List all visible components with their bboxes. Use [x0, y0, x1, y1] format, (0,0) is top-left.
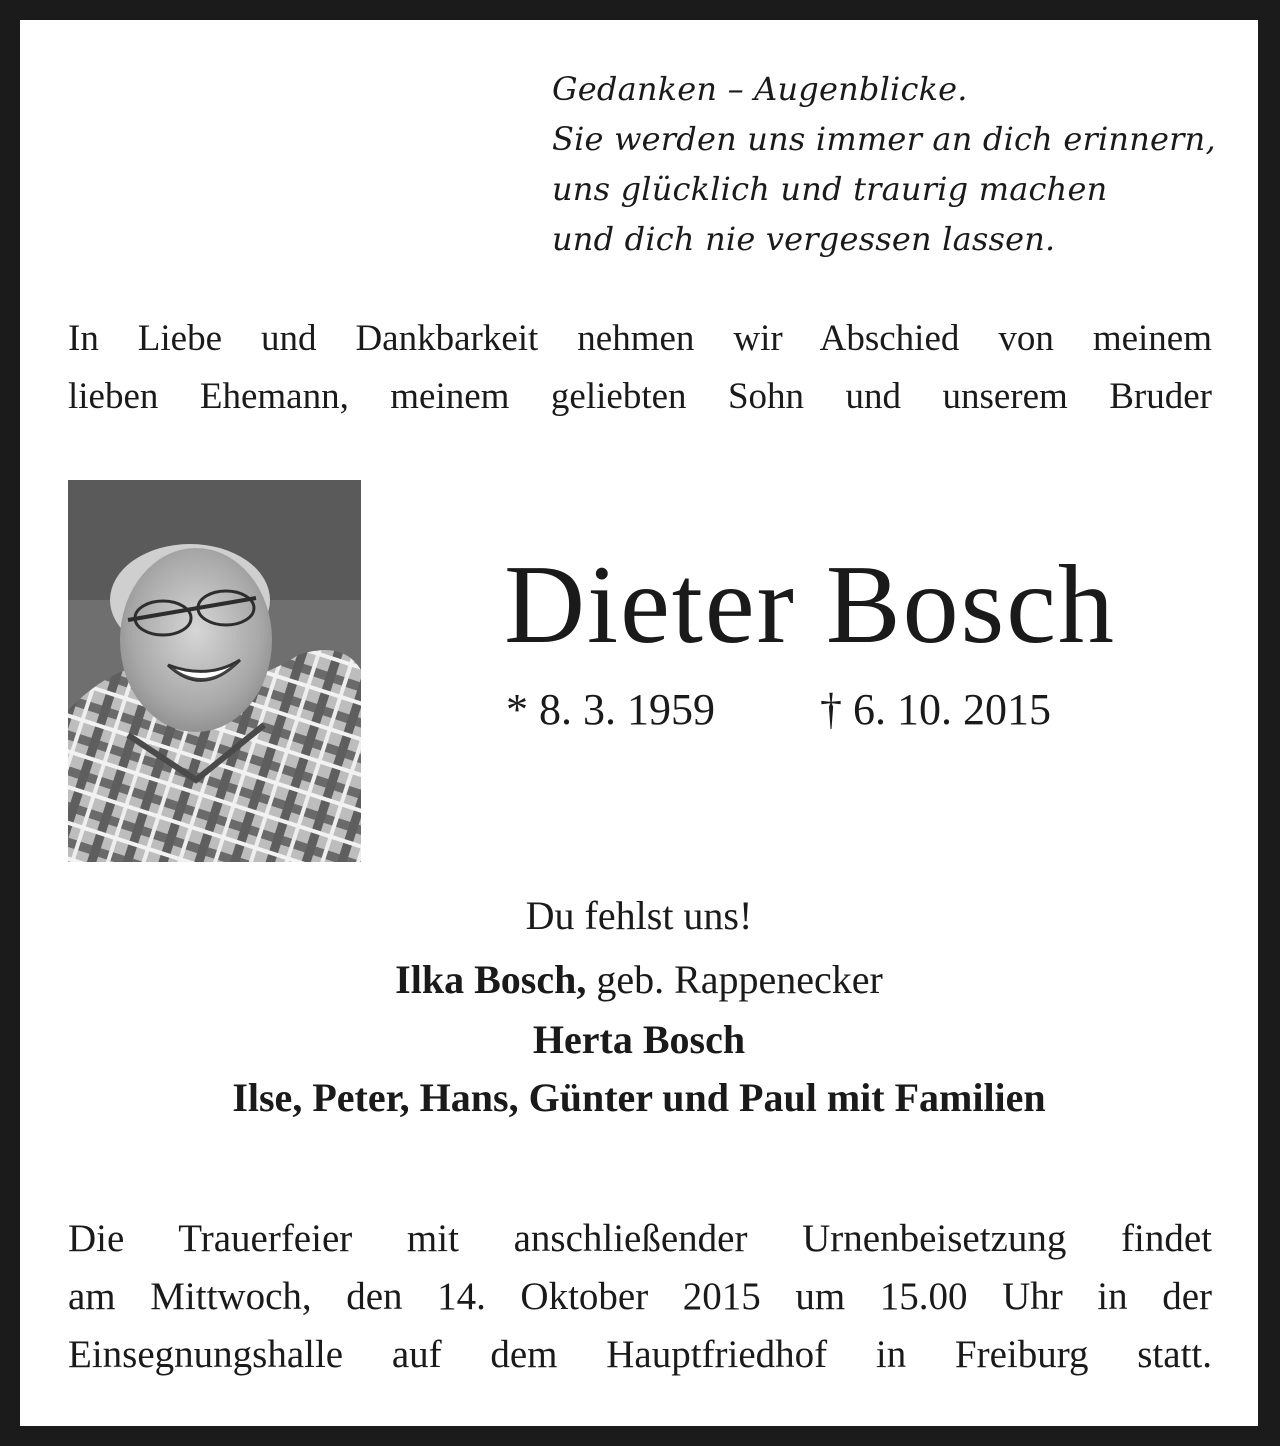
poem-line: und dich nie vergessen lassen. — [552, 220, 1056, 258]
mourner-wife-maiden-name: geb. Rappenecker — [586, 957, 883, 1002]
intro-line: In Liebe und Dankbarkeit nehmen wir Abschied von meinem — [68, 318, 1212, 359]
service-line: am Mittwoch, den 14. Oktober 2015 um 15.00 Uhr in der — [68, 1275, 1212, 1318]
obituary-notice — [20, 20, 1258, 1426]
poem-line: uns glücklich und traurig machen — [552, 170, 1108, 208]
service-line: Einsegnungshalle auf dem Hauptfriedhof in Freiburg statt. — [68, 1333, 1212, 1376]
deceased-name: Dieter Bosch — [504, 543, 1116, 667]
portrait-photo — [68, 480, 361, 862]
intro-line: lieben Ehemann, meinem geliebten Sohn und unserem Bruder — [68, 376, 1212, 417]
death-date: † 6. 10. 2015 — [820, 685, 1051, 734]
mourner-wife — [20, 952, 1258, 1008]
poem-line: Sie werden uns immer an dich erinnern, — [552, 120, 1216, 158]
poem — [552, 64, 1216, 264]
portrait-image — [68, 480, 361, 862]
service-line: Die Trauerfeier mit anschließender Urnenbeisetzung findet — [68, 1217, 1212, 1260]
closing-phrase: Du fehlst uns! — [525, 893, 753, 938]
mourner-siblings: Ilse, Peter, Hans, Günter und Paul mit Familien — [232, 1075, 1046, 1120]
mourner-wife-name: Ilka Bosch, — [395, 957, 587, 1002]
intro-text — [68, 310, 1212, 426]
birth-date: * 8. 3. 1959 — [506, 685, 715, 734]
poem-line: Gedanken – Augenblicke. — [552, 70, 968, 108]
mourner-mother: Herta Bosch — [532, 1017, 746, 1062]
service-details — [68, 1210, 1212, 1384]
